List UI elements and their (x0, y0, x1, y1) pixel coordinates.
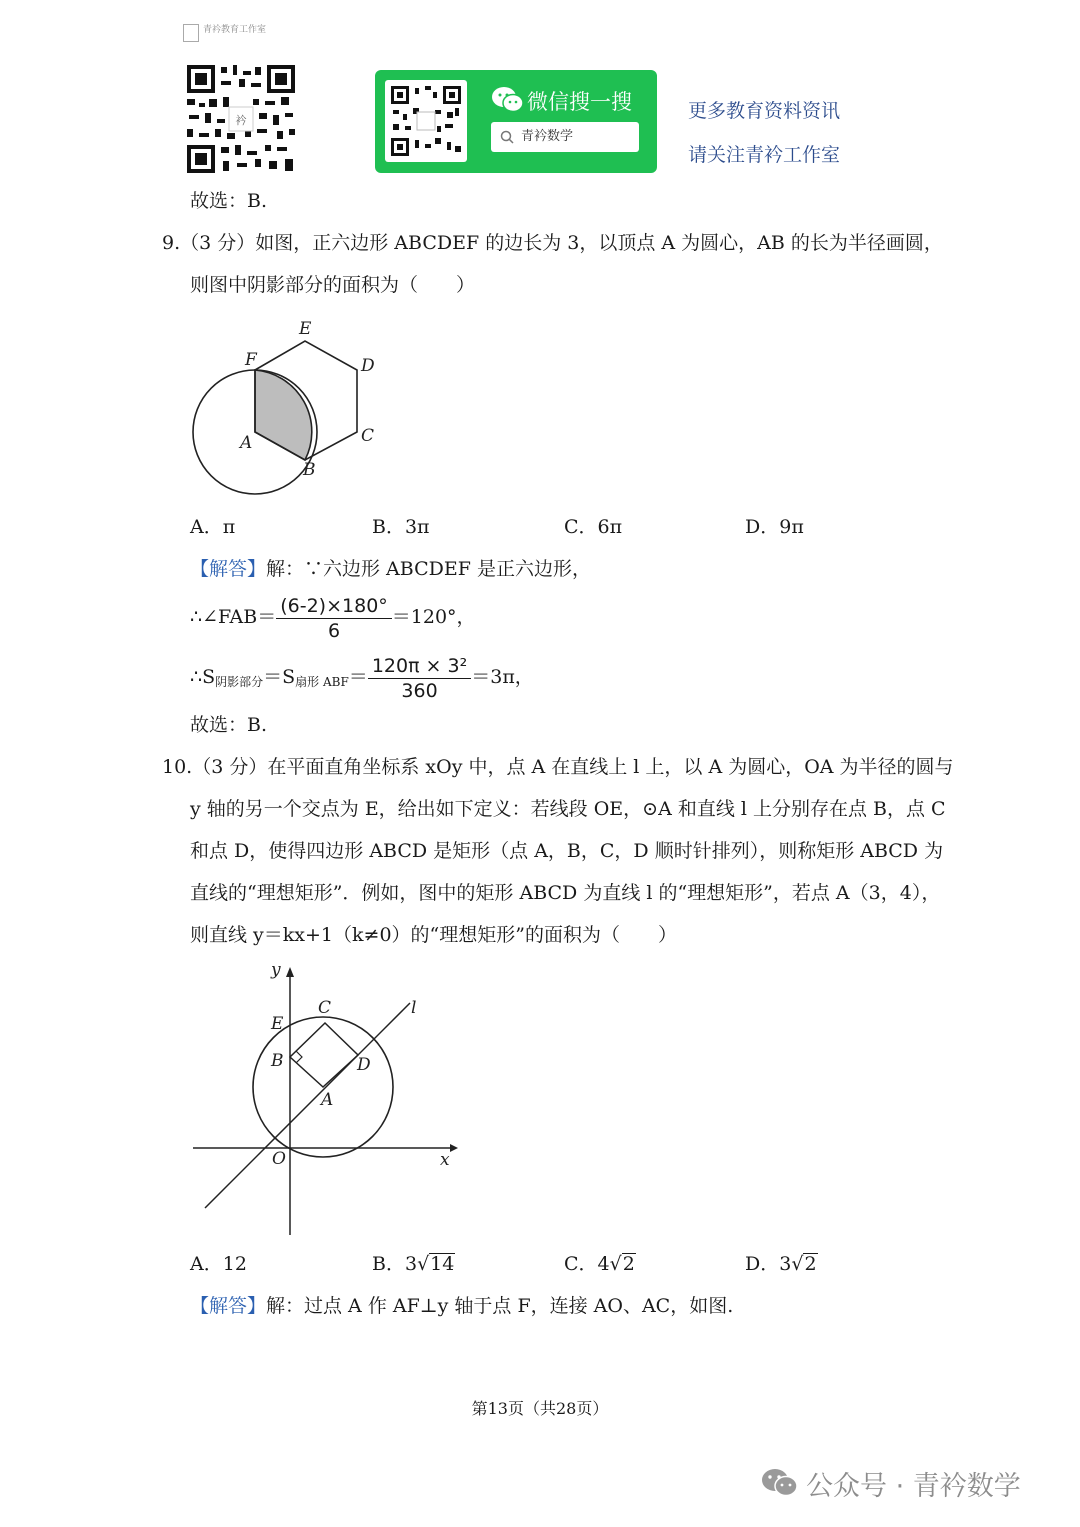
q10-option-d-coef: 3 (779, 1253, 792, 1275)
label-o: O (272, 1149, 286, 1169)
label-l: l (411, 998, 417, 1018)
sqrt-icon: √ (791, 1253, 804, 1275)
q9-stem-line2: 则图中阴影部分的面积为（ ） (190, 274, 476, 296)
angle-fraction (276, 594, 392, 643)
svg-text:衿: 衿 (235, 114, 247, 127)
angle-numerator: (6-2)×180° (276, 594, 392, 619)
area-result: ＝3π， (471, 666, 534, 688)
q10-stem-line4: 直线的“理想矩形”．例如，图中的矩形 ABCD 为直线 l 的“理想矩形”，若点 A（3，4）， (190, 882, 941, 904)
label-f: F (245, 350, 257, 370)
angle-result: ＝120°， (391, 606, 476, 628)
q9-solution-line1 (190, 556, 591, 582)
watermark-text: 公众号 · 青衿数学 (806, 1470, 1021, 1502)
label-c: C (361, 426, 375, 446)
shaded-sector (255, 370, 312, 460)
label-c: C (318, 998, 332, 1018)
page-footer: 第13页（共28页） (471, 1399, 609, 1418)
promo-line-1: 更多教育资料资讯 (688, 100, 841, 122)
angle-prefix: ∴∠FAB＝ (190, 606, 277, 628)
q10-stem-line3: 和点 D，使得四边形 ABCD 是矩形（点 A，B，C，D 顺时针排列），则称矩形 ABCD 为 (190, 840, 944, 862)
wechat-logo-icon (491, 86, 525, 114)
area-fraction (368, 654, 471, 703)
y-axis-arrow (286, 967, 294, 977)
label-x: x (440, 1150, 450, 1170)
wechat-official-icon (760, 1466, 800, 1500)
q9-hexagon-figure (180, 310, 400, 510)
wechat-search-title: 微信搜一搜 (527, 90, 632, 114)
q10-option-c-radicand: 2 (622, 1253, 635, 1275)
search-icon (500, 130, 514, 144)
sqrt-icon: √ (609, 1253, 622, 1275)
q9-option-d[interactable]: D．9π (745, 516, 804, 538)
q10-option-c[interactable] (564, 1251, 636, 1277)
label-a: A (240, 433, 253, 453)
q10-number: 10.（3 分） (162, 756, 268, 778)
line-l (205, 1003, 410, 1208)
q9-stem-text1: 如图，正六边形 ABCDEF 的边长为 3，以顶点 A 为圆心，AB 的长为半径画圆， (255, 232, 943, 254)
area-numerator: 120π × 3² (368, 654, 471, 679)
q9-choice: 故选：B. (190, 714, 268, 736)
promo-line-2: 请关注青衿工作室 (688, 144, 841, 166)
area-prefix: ∴S (190, 666, 216, 688)
area-sub-sector: 扇形 ABF (295, 675, 349, 689)
area-sub-shaded: 阴影部分 (215, 675, 264, 689)
q10-coordinate-figure (185, 955, 475, 1245)
label-y: y (271, 960, 281, 980)
qr-code-icon (185, 63, 297, 175)
q10-stem-line1 (162, 754, 954, 780)
q9-angle-formula (190, 592, 476, 643)
label-b: B (303, 460, 316, 480)
q10-solution-tag: 【解答】 (190, 1295, 267, 1317)
q10-option-a[interactable] (190, 1251, 247, 1277)
q10-option-d-radicand: 2 (804, 1253, 817, 1275)
wechat-search-banner[interactable] (375, 70, 657, 173)
watermark (760, 1463, 1021, 1503)
q9-stem-line1 (162, 230, 943, 256)
label-d: D (357, 1055, 371, 1075)
q10-option-a-value: 12 (222, 1253, 247, 1275)
q9-option-c[interactable]: C．6π (564, 516, 623, 538)
label-e: E (271, 1014, 284, 1034)
q10-option-a-prefix: A． (190, 1253, 223, 1275)
label-d: D (361, 356, 375, 376)
prev-answer: 故选：B. (190, 190, 268, 212)
q10-option-b[interactable] (372, 1251, 455, 1277)
x-axis-arrow (450, 1144, 458, 1152)
q10-solution-line1 (190, 1293, 733, 1319)
area-eq: ＝S (263, 666, 296, 688)
right-angle-mark (296, 1051, 302, 1063)
q10-stem-line5: 则直线 y＝kx+1（k≠0）的“理想矩形”的面积为（ ） (190, 924, 677, 946)
q10-option-b-coef: 3 (404, 1253, 418, 1275)
q10-option-d-prefix: D． (745, 1253, 780, 1275)
area-eq2: ＝ (348, 666, 368, 688)
q10-option-c-coef: 4 (597, 1253, 610, 1275)
q10-solution-text1: 解：过点 A 作 AF⊥y 轴于点 F，连接 AO、AC，如图. (266, 1295, 734, 1317)
angle-denominator: 6 (327, 619, 341, 642)
q10-option-b-radicand: 14 (430, 1253, 455, 1275)
q9-area-formula (190, 652, 534, 707)
q10-option-d[interactable] (745, 1251, 818, 1277)
sqrt-icon: √ (417, 1253, 430, 1275)
q10-option-c-prefix: C． (564, 1253, 598, 1275)
area-denominator: 360 (401, 679, 438, 702)
search-input[interactable] (491, 122, 639, 152)
q10-stem-text1: 在平面直角坐标系 xOy 中，点 A 在直线上 l 上，以 A 为圆心，OA 为半径的圆与 (267, 756, 954, 778)
mini-qr-code-icon (385, 80, 467, 162)
q9-solution-tag: 【解答】 (190, 558, 267, 580)
q10-stem-line2: y 轴的另一个交点为 E，给出如下定义：若线段 OE，⊙A 和直线 l 上分别存在点 B，点 C (190, 798, 946, 820)
q9-option-a[interactable]: A．π (190, 516, 236, 538)
label-e: E (299, 319, 312, 339)
search-text: 青衿数学 (521, 129, 574, 144)
q9-option-b[interactable]: B．3π (372, 516, 430, 538)
q9-solution-text1: 解：∵六边形 ABCDEF 是正六边形， (266, 558, 591, 580)
q10-option-b-prefix: B． (372, 1253, 405, 1275)
studio-mark: 青衿教育工作室 (203, 25, 267, 35)
studio-logo-icon (183, 24, 199, 42)
label-b: B (271, 1051, 284, 1071)
label-a: A (321, 1090, 334, 1110)
q9-number: 9.（3 分） (162, 232, 256, 254)
